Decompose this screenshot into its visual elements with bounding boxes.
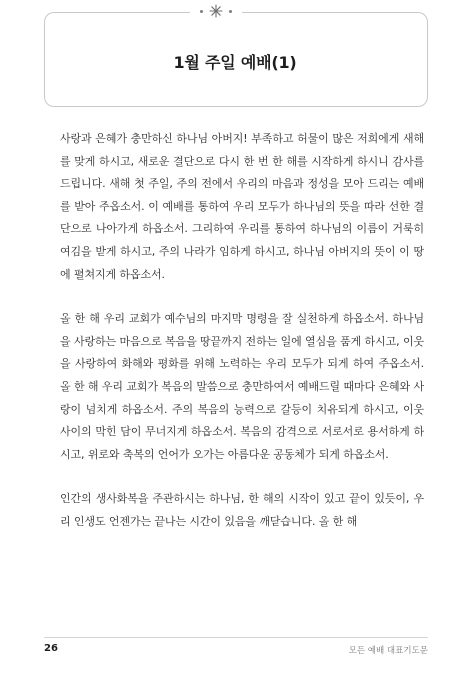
paragraph-1: 사랑과 은혜가 충만하신 하나님 아버지! 부족하고 허물이 많은 저희에게 새해를 맞게 하시고, 새로운 결단으로 다시 한 번 한 해를 시작하게 하시니 감사를 드립니다. 새해 첫 주일, 주의 전에서 우리의 마음과 정성을 모아 드리는 예배를 받아 주옵소서. 이 예배를 통하여 우리 모두가 하나님의 뜻을 따라 선한 결단으로 나아가게 하옵소서. 그리하여 우리를 통하여 하나님의 이름이 거룩히 여김을 받게 하시고, 주의 나라가 임하게 하시고, 하나님 아버지의 뜻이 이 땅에 펼쳐지게 하옵소서. — [60, 132, 424, 281]
paragraph-2: 올 한 해 우리 교회가 예수님의 마지막 명령을 잘 실천하게 하옵소서. 하나님을 사랑하는 마음으로 복음을 땅끝까지 전하는 일에 열심을 품게 하시고, 이웃을 사랑하여 화해와 평화를 위해 노력하는 우리 모두가 되게 하여 주옵소서. 올 한 해 우리 교회가 복음의 말씀으로 충만하여서 예배드릴 때마다 은혜와 사랑이 넘치게 하옵소서. 주의 복음의 능력으로 갈등이 치유되게 하시고, 이웃 사이의 막힌 담이 무너지게 하옵소서. 복음의 감격으로 서로서로 용서하게 하시고, 위로와 축복의 언어가 오가는 아름다운 공동체가 되게 하옵소서. — [60, 312, 424, 461]
footer-divider — [44, 637, 428, 638]
title-ornament — [190, 4, 242, 18]
ornament-dot-right — [229, 10, 232, 13]
page-number: 26 — [44, 643, 58, 654]
paragraph-3: 인간의 생사화복을 주관하시는 하나님, 한 해의 시작이 있고 끝이 있듯이, 우리 인생도 언젠가는 끝나는 시간이 있음을 깨닫습니다. 올 한 해 — [60, 492, 424, 528]
page-title: 1월 주일 예배(1) — [173, 53, 297, 72]
ornament-dot-left — [200, 10, 203, 13]
running-footer-title: 모든 예배 대표기도문 — [348, 646, 428, 656]
asterisk-star-icon — [209, 4, 223, 18]
prayer-text — [60, 128, 424, 534]
